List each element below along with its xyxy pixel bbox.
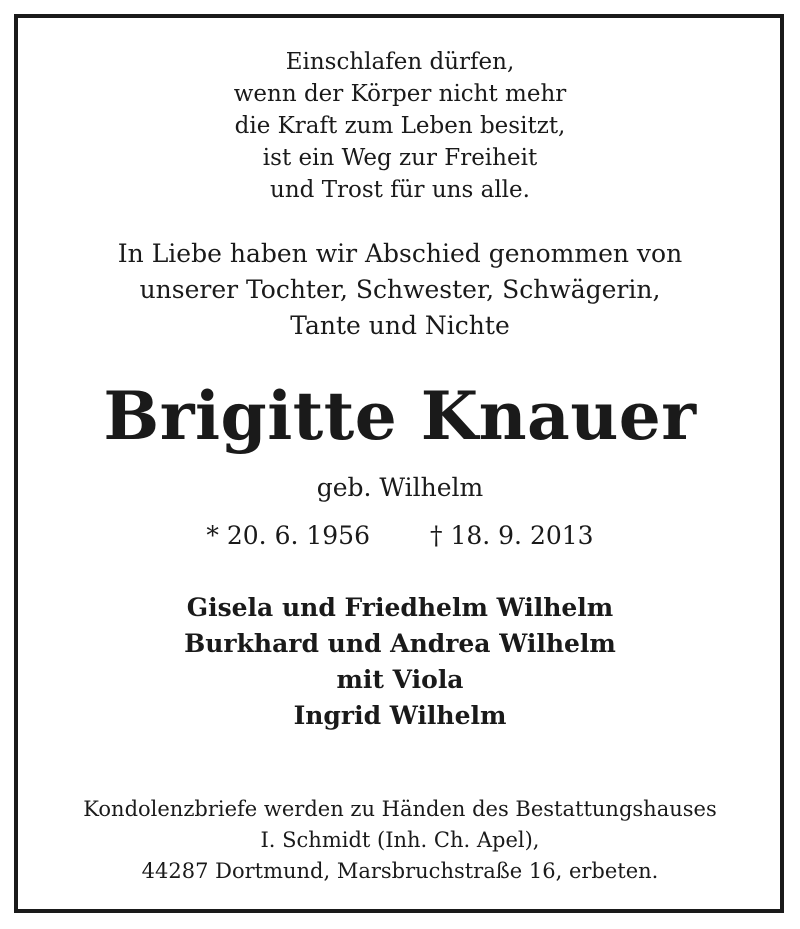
mourner-line-3: mit Viola	[336, 665, 464, 694]
poem-line-2: wenn der Körper nicht mehr	[233, 81, 567, 107]
condolence-line-2: I. Schmidt (Inh. Ch. Apel),	[260, 828, 540, 852]
life-dates	[0, 519, 800, 553]
condolence-line-1: Kondolenzbriefe werden zu Händen des Bestattungshauses	[83, 797, 717, 821]
poem-line-1: Einschlafen dürfen,	[285, 49, 515, 75]
intro-line-1: In Liebe haben wir Abschied genommen von	[117, 239, 683, 268]
intro-line-2: unserer Tochter, Schwester, Schwägerin,	[139, 275, 661, 304]
mourner-line-2: Burkhard und Andrea Wilhelm	[184, 629, 616, 658]
death-date: † 18. 9. 2013	[430, 521, 594, 550]
poem-line-3: die Kraft zum Leben besitzt,	[234, 113, 566, 139]
intro-line-3: Tante und Nichte	[290, 311, 510, 340]
condolence-line-3: 44287 Dortmund, Marsbruchstraße 16, erbeten.	[141, 859, 659, 883]
poem-line-5: und Trost für uns alle.	[270, 177, 530, 203]
poem-line-4: ist ein Weg zur Freiheit	[262, 145, 538, 171]
birth-date: * 20. 6. 1956	[206, 521, 370, 550]
mourner-line-4: Ingrid Wilhelm	[293, 701, 507, 730]
deceased-name: Brigitte Knauer	[103, 377, 697, 455]
mourner-line-1: Gisela und Friedhelm Wilhelm	[186, 593, 614, 622]
birth-name: geb. Wilhelm	[316, 473, 484, 502]
